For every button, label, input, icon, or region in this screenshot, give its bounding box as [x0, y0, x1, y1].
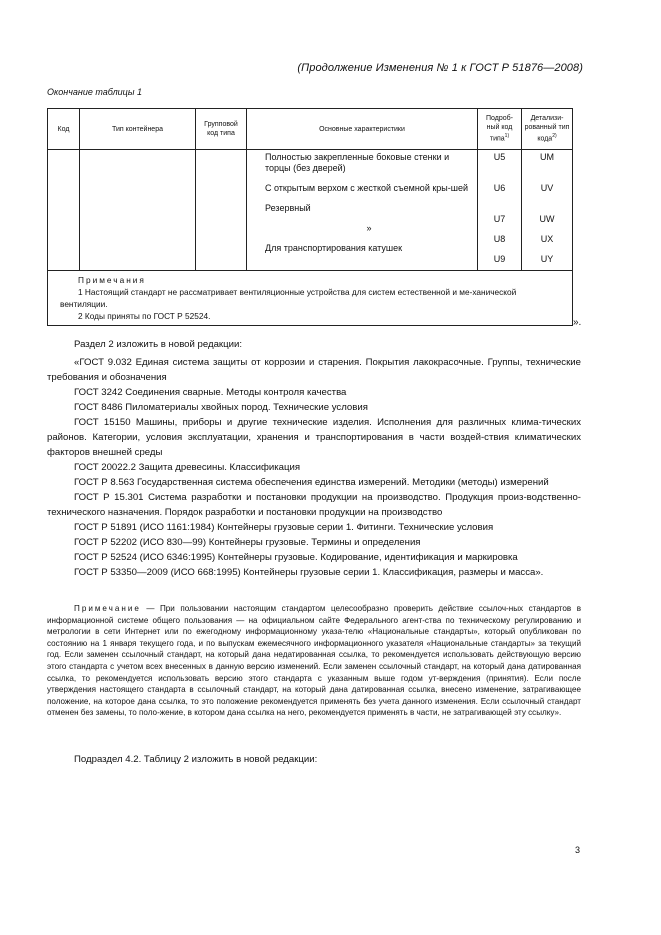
subcode-2: U6 — [493, 183, 506, 193]
ref-3: ГОСТ 8486 Пиломатериалы хвойных пород. Технические условия — [74, 402, 368, 413]
ref-5: ГОСТ 20022.2 Защита древесины. Классификация — [74, 462, 301, 473]
feature-1: Полностью закрепленные боковые стенки и торцы (без дверей) — [265, 152, 450, 173]
col-header-subcode — [478, 109, 522, 150]
feature-3: Резервный — [265, 203, 311, 213]
note-2: 2 Коды приняты по ГОСТ Р 52524. — [78, 311, 211, 321]
quote-close: ». — [573, 317, 582, 328]
subcode-3: U7 — [493, 214, 506, 224]
note-text: — При пользовании настоящим стандартом целесообразно проверить действие ссылоч-ных стандартов в информационной системе общего пользования — на официальном сайте Федерального агент-ства по техническому регулированию и метрологии в сети Интернет или по ежегодному информационному указа-телю «Национальные стандарты», который опубликован по состоянию на 1 января текущего года, и по выпускам ежемесячного информационного указателя «Национальные стандарты» за текущий год. Если заменен ссылочный стандарт, на который дана недатированная ссылка, то рекомендуется использовать действующую версию этого стандарта с учетом всех внесенных в данную версию изменений. Если заменен ссылочный стандарт, на который дана датированная ссылка, то рекомендуется использовать версию этого стандарта с указанным выше годом ут-верждения (принятия). Если после утверждения настоящего стандарта в ссылочный стандарт, на который дана датированная ссылка, внесено изменение, затрагивающее положение, на которое дана ссылка, то это положение рекомендуется применять без учета данного изменения. Если ссылочный стандарт отменен без замены, то поло-жение, в котором дана ссылка на него, рекомендуется применять в части, не затрагивающей эту ссылку». — [47, 604, 581, 718]
notes-title-text: Примечания — [78, 275, 146, 285]
subcode-4: U8 — [493, 234, 506, 244]
page-number: 3 — [574, 845, 580, 855]
table-body-row — [48, 150, 573, 271]
ref-9: ГОСТ Р 52202 (ИСО 830—99) Контейнеры грузовые. Термины и определения — [74, 537, 421, 548]
cell-type — [80, 150, 196, 271]
ref-4: ГОСТ 15150 Машины, приборы и другие технические изделия. Исполнения для различных клима-тических районов. Категории, условия эксплуатации, хранения и транспортирования в части воздей-ствия климатических факторов внешней среды — [47, 417, 581, 458]
col-header-group: Групповой код типа — [196, 109, 247, 150]
detail-code-3: UW — [539, 214, 555, 224]
feature-2: С открытым верхом с жесткой съемной кры-шей — [265, 183, 469, 193]
ref-1: «ГОСТ 9.032 Единая система защиты от коррозии и старения. Покрытия лакокрасочные. Группы, технические требования и обозначения — [47, 357, 581, 383]
references-note — [47, 603, 581, 719]
footnote-ref-1: 1) — [504, 133, 510, 140]
cell-code — [48, 150, 80, 271]
table-notes — [48, 271, 573, 326]
col-header-type: Тип контейнера — [80, 109, 196, 150]
note-1: 1 Настоящий стандарт не рассматривает вентиляционные устройства для систем естественной и ме-ханической вентиляции. — [60, 287, 517, 309]
col-header-code: Код — [48, 109, 80, 150]
col-header-detail-text: Детализи-рованный тип кода — [524, 115, 570, 143]
cell-group — [196, 150, 247, 271]
detail-code-2: UV — [540, 183, 554, 193]
subsection-instruction: Подраздел 4.2. Таблицу 2 изложить в новой редакции: — [74, 754, 318, 765]
feature-5: Для транспортирования катушек — [265, 243, 403, 253]
subcode-5: U9 — [493, 254, 506, 264]
ref-2: ГОСТ 3242 Соединения сварные. Методы контроля качества — [74, 387, 347, 398]
ref-10: ГОСТ Р 52524 (ИСО 6346:1995) Контейнеры грузовые. Кодирование, идентификация и маркировка — [74, 552, 518, 563]
ref-6: ГОСТ Р 8.563 Государственная система обеспечения единства измерений. Методики (методы) измерений — [74, 477, 549, 488]
detail-code-4: UX — [540, 234, 554, 244]
footnote-ref-2: 2) — [552, 133, 557, 140]
table-notes-row — [48, 271, 573, 326]
cell-detail-codes — [522, 150, 573, 271]
section-2 — [47, 337, 581, 580]
container-types-table — [47, 108, 573, 326]
col-header-detail — [522, 109, 573, 150]
cell-features — [247, 150, 478, 271]
feature-4: » — [366, 223, 372, 233]
notes-title — [60, 274, 566, 286]
table-header-row — [48, 109, 573, 150]
subcode-1: U5 — [493, 152, 506, 162]
section2-intro: Раздел 2 изложить в новой редакции: — [74, 339, 243, 350]
ref-11: ГОСТ Р 53350—2009 (ИСО 668:1995) Контейнеры грузовые серии 1. Классификация, размеры и масса». — [74, 567, 544, 578]
continuation-header: (Продолжение Изменения № 1 к ГОСТ Р 51876—2008) — [297, 62, 583, 74]
ref-8: ГОСТ Р 51891 (ИСО 1161:1984) Контейнеры грузовые серии 1. Фитинги. Технические условия — [74, 522, 494, 533]
detail-code-5: UY — [540, 254, 554, 264]
col-header-features: Основные характеристики — [247, 109, 478, 150]
detail-code-1: UM — [540, 152, 554, 162]
col-header-subcode-text: Подроб-ный код типа — [486, 115, 513, 143]
ref-7: ГОСТ Р 15.301 Система разработки и постановки продукции на производство. Продукция произ-водственно-технического назначения. Порядок разработки и постановки продукции на производство — [47, 492, 581, 518]
note-label: Примечание — [74, 604, 141, 613]
table-caption: Окончание таблицы 1 — [47, 87, 142, 97]
cell-subcodes — [478, 150, 522, 271]
